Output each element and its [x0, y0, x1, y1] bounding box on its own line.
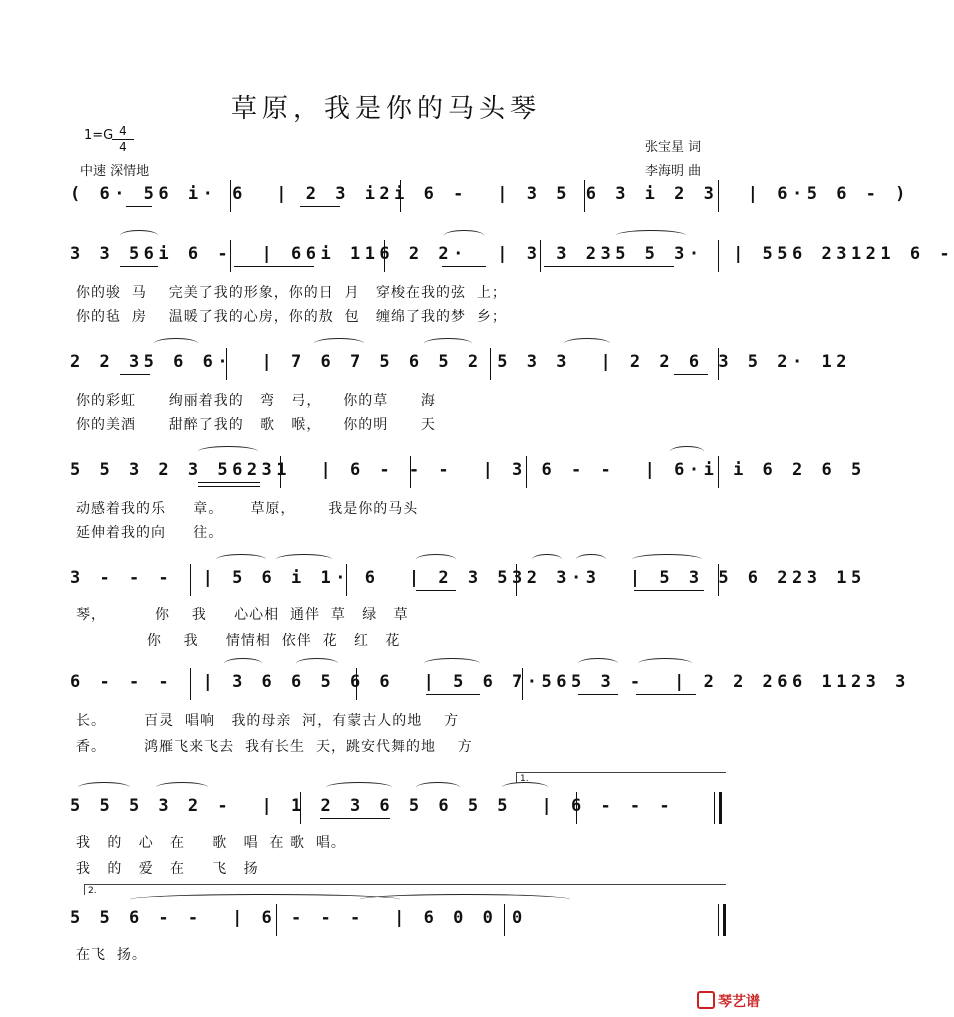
beam	[416, 590, 456, 591]
beam	[126, 206, 152, 207]
barline	[356, 668, 357, 700]
slur	[314, 338, 364, 349]
barline	[400, 180, 401, 212]
slur	[296, 658, 338, 669]
slur	[564, 338, 610, 349]
barline	[522, 668, 523, 700]
beam	[544, 266, 674, 267]
song-title: 草原，我是你的马头琴	[230, 94, 541, 124]
lyrics-verse-1: 在飞 扬。	[76, 947, 147, 963]
lyrics-verse-2: 你的美酒 甜醉了我的 歌 喉， 你的明 天	[76, 417, 436, 433]
lyrics-verse-2: 你的毡 房 温暖了我的心房，你的敖 包 缠绵了我的梦 乡；	[76, 309, 507, 325]
notation-line: 5 5 5 3 2 - | 1 2 3 6 5 6 5 5 | 6 - - -	[70, 796, 675, 816]
beam	[634, 590, 704, 591]
barline	[584, 180, 585, 212]
repeat-barline	[714, 792, 722, 824]
slur	[276, 554, 332, 565]
barline	[190, 564, 191, 596]
volta-bracket-2: 2.	[84, 884, 726, 895]
slur	[326, 782, 392, 793]
lyrics-verse-1: 长。 百灵 唱响 我的母亲 河，有蒙古人的地 方	[76, 713, 460, 729]
notation-line: 5 5 6 - - | 6 - - - | 6 0 0 0	[70, 908, 527, 928]
barline	[576, 792, 577, 824]
barline	[490, 348, 491, 380]
barline	[226, 348, 227, 380]
slur	[532, 554, 562, 565]
barline	[410, 456, 411, 488]
barline	[280, 456, 281, 488]
slur	[416, 554, 456, 565]
beam	[578, 694, 618, 695]
slur	[670, 446, 704, 457]
lyrics-verse-2: 香。 鸿雁飞来飞去 我有长生 天，跳安代舞的地 方	[76, 739, 473, 755]
notation-line: 6 - - - | 3 6 6 5 6 6 | 5 6 7·565 3 - | 2 2 266 1123 3	[70, 672, 910, 692]
barline	[718, 180, 719, 212]
slur	[444, 230, 484, 241]
tie	[360, 894, 570, 905]
slur	[576, 554, 606, 565]
beam	[198, 486, 260, 487]
lyrics-verse-2: 你 我 情情相 依伴 花 红 花	[76, 633, 401, 649]
barline	[504, 904, 505, 936]
lyrics-verse-1: 你的彩虹 绚丽着我的 弯 弓， 你的草 海	[76, 393, 436, 409]
beam	[674, 374, 708, 375]
barline	[718, 564, 719, 596]
slur	[632, 554, 702, 565]
slur	[216, 554, 266, 565]
barline	[718, 456, 719, 488]
slur	[120, 230, 158, 241]
lyricist-credit: 张宝星 词	[645, 140, 702, 155]
barline	[526, 456, 527, 488]
composer-credit: 李海明 曲	[645, 164, 702, 179]
notation-line: 2 2 35 6 6· | 7 6 7 5 6 5 2 5 3 3 | 2 2 6 3 5 2· 12	[70, 352, 851, 372]
watermark-logo: 琴艺谱	[697, 991, 760, 1011]
lyrics-verse-1: 我 的 心 在 歌 唱 在 歌 唱。	[76, 835, 346, 851]
slur	[198, 446, 258, 457]
lyrics-verse-2: 延伸着我的向 往。	[76, 525, 224, 541]
beam	[234, 266, 314, 267]
slur	[502, 782, 548, 793]
watermark-icon	[697, 991, 715, 1009]
final-barline	[718, 904, 726, 936]
slur	[424, 658, 480, 669]
beam	[636, 694, 696, 695]
volta-bracket-1: 1.	[516, 772, 726, 783]
beam	[120, 266, 158, 267]
beam	[198, 482, 260, 483]
lyrics-verse-1: 动感着我的乐 章。 草原， 我是你的马头	[76, 501, 419, 517]
beam	[442, 266, 486, 267]
barline	[300, 792, 301, 824]
slur	[578, 658, 618, 669]
barline	[190, 668, 191, 700]
lyrics-verse-1: 琴， 你 我 心心相 通伴 草 绿 草	[76, 607, 409, 623]
barline	[346, 564, 347, 596]
notation-line: ( 6· 56 i· 6 | 2 3 i2i 6 - | 3 5 6 3 i 2 3 | 6·5 6 - )	[70, 184, 910, 204]
barline	[718, 348, 719, 380]
slur	[416, 782, 460, 793]
barline	[230, 240, 231, 272]
score-row-8	[70, 906, 730, 966]
barline	[230, 180, 231, 212]
lyrics-verse-1: 你的骏 马 完美了我的形象，你的日 月 穿梭在我的弦 上；	[76, 285, 507, 301]
barline	[276, 904, 277, 936]
slur	[616, 230, 686, 241]
barline	[516, 564, 517, 596]
beam	[300, 206, 340, 207]
beam	[426, 694, 480, 695]
slur	[154, 338, 198, 349]
notation-line: 5 5 3 2 3 56231 | 6 - - - | 3 6 - - | 6·i i 6 2 6 5	[70, 460, 866, 480]
beam	[320, 818, 390, 819]
lyrics-verse-2: 我 的 爱 在 飞 扬	[76, 861, 259, 877]
slur	[638, 658, 692, 669]
beam	[120, 374, 150, 375]
time-signature: 4 4	[112, 124, 134, 155]
slur	[424, 338, 472, 349]
slur	[78, 782, 130, 793]
tempo-marking: 中速 深情地	[80, 164, 150, 179]
notation-line: 3 - - - | 5 6 i 1· 6 | 2 3 532 3·3 | 5 3 5 6 223 15	[70, 568, 866, 588]
barline	[718, 240, 719, 272]
slur	[224, 658, 262, 669]
barline	[384, 240, 385, 272]
slur	[156, 782, 208, 793]
key-signature: 1=G	[84, 128, 114, 143]
notation-line: 3 3 56i 6 - | 66i 116 2 2· | 3 3 235 5 3· | 556 23121 6 -	[70, 244, 954, 264]
barline	[540, 240, 541, 272]
